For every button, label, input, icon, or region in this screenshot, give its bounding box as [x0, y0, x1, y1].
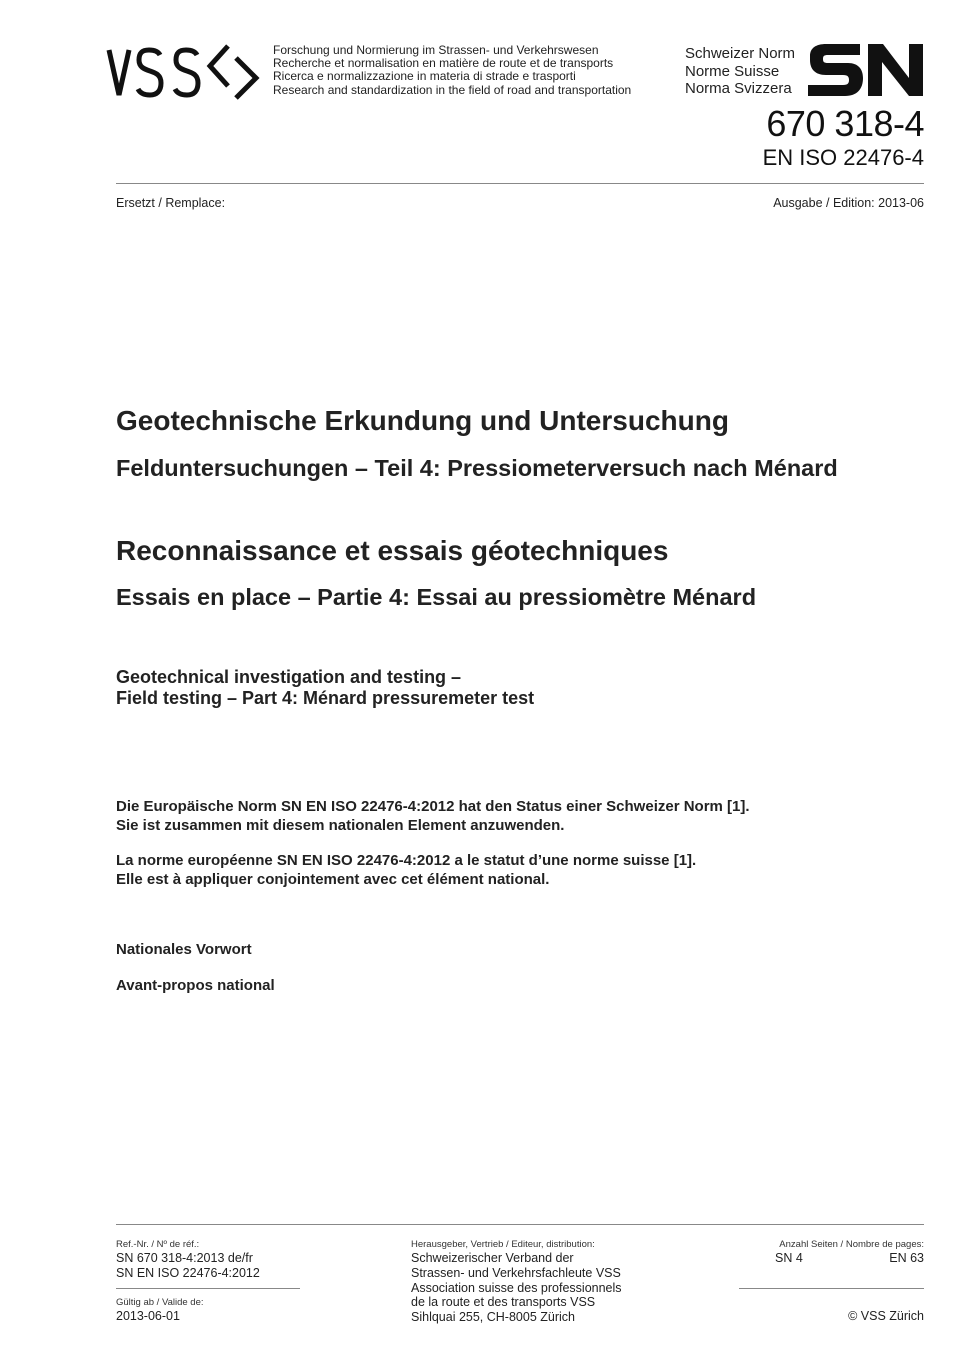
- norm-label-it: Norma Svizzera: [685, 80, 792, 97]
- status-fr-line-1: La norme européenne SN EN ISO 22476-4:2012 a le statut d’une norme suisse [1].: [116, 852, 697, 869]
- publisher-line-4: de la route et des transports VSS: [411, 1295, 596, 1310]
- sn-logo: [808, 44, 925, 96]
- org-line-it: Ricerca e normalizzazione in materia di strade e trasporti: [273, 69, 576, 84]
- foreword-heading-de: Nationales Vorwort: [116, 941, 252, 958]
- header-divider: [116, 183, 924, 184]
- reference-divider: [116, 1288, 300, 1289]
- page-count-sn: SN 4: [775, 1251, 803, 1265]
- standard-number: 670 318-4: [766, 103, 924, 144]
- organization-description: [273, 44, 631, 97]
- en-standard-number: EN ISO 22476-4: [762, 145, 924, 170]
- title-fr-main: Reconnaissance et essais géotechniques: [116, 535, 669, 566]
- publisher-line-1: Schweizerischer Verband der: [411, 1251, 574, 1265]
- foreword-heading-fr: Avant-propos national: [116, 977, 275, 994]
- status-statement-de: [116, 798, 750, 835]
- org-line-en: Research and standardization in the field of road and transportation: [273, 82, 632, 97]
- org-line-de: Forschung und Normierung im Strassen- und Verkehrswesen: [273, 43, 599, 57]
- title-de-main: Geotechnische Erkundung und Untersuchung: [116, 405, 729, 436]
- publisher-line-5: Sihlquai 255, CH-8005 Zürich: [411, 1310, 575, 1325]
- publisher-address: [411, 1251, 622, 1325]
- title-en-line-1: Geotechnical investigation and testing –: [116, 667, 462, 687]
- valid-from-date: 2013-06-01: [116, 1309, 180, 1323]
- org-line-fr: Recherche et normalisation en matière de route et de transports: [273, 56, 614, 71]
- page-count-divider: [739, 1288, 924, 1289]
- status-statement-fr: [116, 852, 696, 889]
- status-de-line-1: Die Europäische Norm SN EN ISO 22476-4:2012 hat den Status einer Schweizer Norm [1].: [116, 798, 750, 815]
- copyright: © VSS Zürich: [848, 1309, 924, 1323]
- title-en-line-2: Field testing – Part 4: Ménard pressuremeter test: [116, 688, 535, 708]
- title-de-sub: Felduntersuchungen – Teil 4: Pressiometerversuch nach Ménard: [116, 455, 838, 481]
- page-count-en: EN 63: [889, 1251, 924, 1265]
- replaces-label: Ersetzt / Remplace:: [116, 196, 226, 210]
- vss-logo: [106, 42, 266, 102]
- reference-numbers: [116, 1251, 260, 1281]
- norm-label-de: Schweizer Norm: [685, 45, 796, 62]
- title-fr-sub: Essais en place – Partie 4: Essai au pressiomètre Ménard: [116, 584, 757, 610]
- status-fr-line-2: Elle est à appliquer conjointement avec cet élément national.: [116, 870, 550, 888]
- publisher-line-2: Strassen- und Verkehrsfachleute VSS: [411, 1265, 621, 1280]
- norm-label-fr: Norme Suisse: [685, 62, 780, 80]
- reference-label: Ref.-Nr. / Nº de réf.:: [116, 1239, 200, 1250]
- valid-from-label: Gültig ab / Valide de:: [116, 1297, 204, 1308]
- reference-line-1: SN 670 318-4:2013 de/fr: [116, 1251, 253, 1265]
- page-count-label: Anzahl Seiten / Nombre de pages:: [779, 1239, 924, 1250]
- norm-type-labels: [685, 45, 795, 98]
- publisher-line-3: Association suisse des professionnels: [411, 1280, 622, 1295]
- title-en: [116, 667, 534, 709]
- footer-divider: [116, 1224, 924, 1225]
- publisher-label: Herausgeber, Vertrieb / Editeur, distribution:: [411, 1239, 595, 1250]
- edition-label: Ausgabe / Edition: 2013-06: [773, 196, 924, 210]
- reference-line-2: SN EN ISO 22476-4:2012: [116, 1265, 260, 1280]
- status-de-line-2: Sie ist zusammen mit diesem nationalen Element anzuwenden.: [116, 816, 565, 834]
